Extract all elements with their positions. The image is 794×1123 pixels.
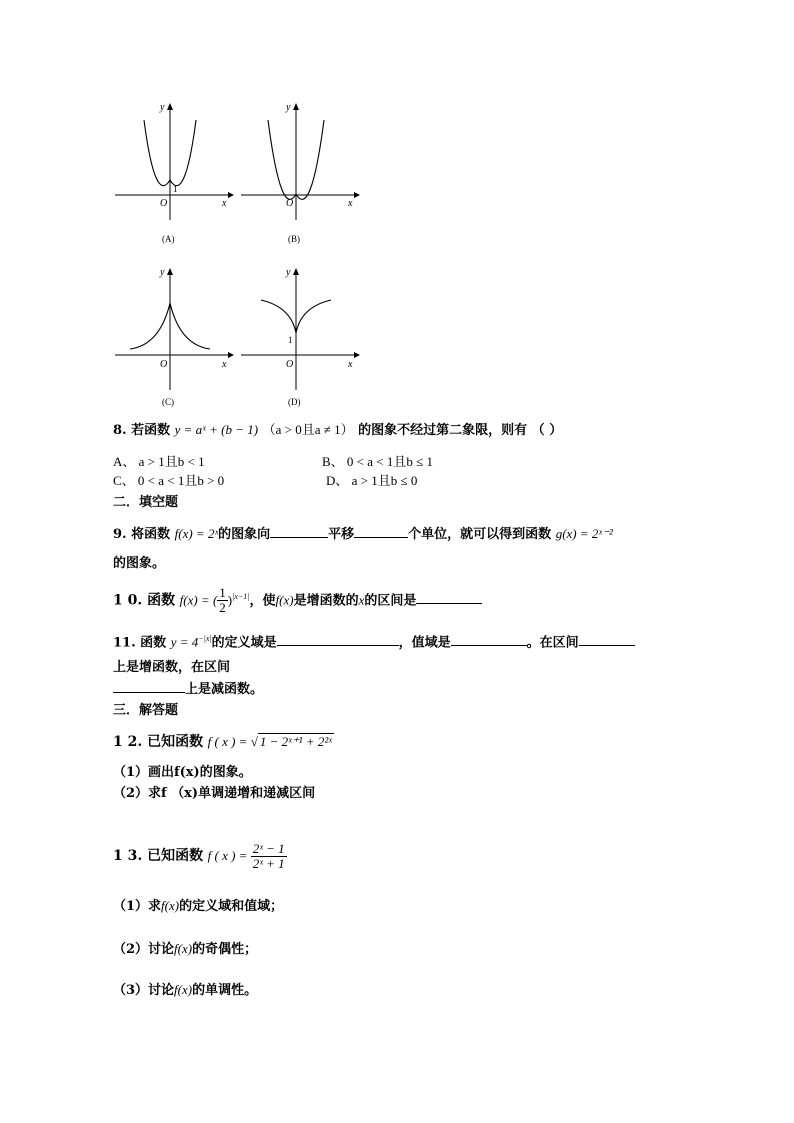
q9-blank-direction[interactable] xyxy=(270,525,328,538)
q8-formula: y = aˣ + (b − 1) xyxy=(174,422,259,437)
q12-formula-left: f ( x ) = xyxy=(207,734,251,749)
q13-sub3-f: f(x) xyxy=(174,982,193,997)
q10-frac-num: 1 xyxy=(219,585,226,601)
graph-c-caption: (C) xyxy=(162,397,174,407)
q9-line2: 的图象。 xyxy=(113,556,166,571)
graph-d-origin: O xyxy=(286,359,294,370)
graph-a-origin: O xyxy=(160,198,168,209)
q11-blank-decreasing[interactable] xyxy=(113,680,185,693)
q13-frac-den: 2ˣ + 1 xyxy=(252,856,285,871)
graph-c-y-label: y xyxy=(160,267,165,278)
q8-prefix: 8. 若函数 xyxy=(113,423,171,438)
q11-text-2: ，值域是 xyxy=(398,635,451,651)
q13-stem xyxy=(113,838,287,875)
q13-sub1-a: （1）求 xyxy=(113,899,162,914)
q12-sub2: （2）求f （x)单调递增和递减区间 xyxy=(113,786,316,801)
q11-formula: y = 4 xyxy=(170,634,199,650)
q11-exponent: −|x| xyxy=(198,634,212,643)
q13-formula-left: f ( x ) = xyxy=(207,848,251,863)
graph-d-caption: (D) xyxy=(288,397,301,407)
q10-fraction xyxy=(217,586,228,615)
graph-c xyxy=(110,265,235,415)
q13-sub3-b: 的单调性。 xyxy=(192,983,258,998)
graph-a-svg xyxy=(110,100,235,250)
graph-a-one: 1 xyxy=(173,184,178,194)
q12-radicand: 1 − 2ˣ⁺¹ + 2²ˣ xyxy=(259,734,332,749)
q11-line2: 上是增函数，在区间 xyxy=(113,660,231,675)
q11-line3 xyxy=(113,680,263,699)
q10-stem: 1 0. 函数 f(x) = ( $\frac{1}{2}$ )$^{|x-1|}$，使f(x)是增函数的x的区间是 xyxy=(113,582,482,616)
q8-option-c[interactable]: C、 0 < a < 1且b > 0 xyxy=(113,473,225,488)
q11-text-3: 。在区间 xyxy=(526,635,579,651)
q9-formula-g: g(x) = 2ˣ⁻² xyxy=(555,526,613,541)
q9-text-1: 的图象向 xyxy=(218,527,271,542)
q13-sub2-a: （2）讨论 xyxy=(113,942,175,957)
q13-sub2-b: 的奇偶性； xyxy=(192,942,258,957)
graph-d-x-label: x xyxy=(348,359,353,370)
graph-a-y-label: y xyxy=(160,102,165,113)
q11-blank-increasing[interactable] xyxy=(579,633,635,646)
q10-text-3: 的区间是 xyxy=(364,593,417,609)
q13-sub2 xyxy=(113,940,257,959)
q10-exponent: |x−1| xyxy=(232,592,250,601)
q9-text-3: 个单位，就可以得到函数 xyxy=(408,527,552,542)
graph-a xyxy=(110,100,235,250)
q13-fraction xyxy=(251,842,287,871)
q9-prefix: 9. 将函数 xyxy=(113,527,171,542)
q11-blank-domain[interactable] xyxy=(277,633,399,646)
graph-d xyxy=(236,265,361,415)
q13-sub3-a: （3）讨论 xyxy=(113,983,175,998)
q10-fx: f(x) xyxy=(275,592,294,608)
q10-prefix: 1 0. 函数 xyxy=(113,592,176,609)
q10-var-x: x xyxy=(358,592,365,608)
graph-b-svg xyxy=(236,100,361,250)
q8-option-a[interactable]: A、 a > 1且b < 1 xyxy=(113,454,205,469)
graph-a-caption: (A) xyxy=(162,234,175,244)
q13-sub1 xyxy=(113,897,283,916)
q11-prefix: 11. 函数 xyxy=(113,635,167,651)
q13-prefix: 1 3. 已知函数 xyxy=(113,848,204,864)
q11-text-4: 上是减函数。 xyxy=(185,682,264,697)
q9-blank-units[interactable] xyxy=(354,525,408,538)
section-answer-title: 三．解答题 xyxy=(113,703,179,718)
graph-b-caption: (B) xyxy=(288,234,300,244)
q11-blank-range[interactable] xyxy=(451,633,527,646)
q10-text-1: ，使 xyxy=(249,593,276,609)
q8-option-b[interactable]: B、 0 < a < 1且b ≤ 1 xyxy=(322,454,433,469)
q9-text-2: 平移 xyxy=(328,527,355,542)
graph-c-svg xyxy=(110,265,235,415)
q9-formula: f(x) = 2ˣ xyxy=(174,526,219,541)
q10-formula-left: f(x) = ( xyxy=(179,592,218,608)
q13-sub1-b: 的定义域和值域； xyxy=(179,899,284,914)
graph-a-x-label: x xyxy=(222,198,227,209)
q13-sub3 xyxy=(113,981,257,1000)
q11-stem xyxy=(113,630,635,652)
q12-sub1: （1）画出f(x)的图象。 xyxy=(113,765,252,780)
graph-d-y-label: y xyxy=(286,267,291,278)
q8-option-d[interactable]: D、 a > 1且b ≤ 0 xyxy=(326,473,418,488)
graph-b-y-label: y xyxy=(286,102,291,113)
q12-stem xyxy=(113,733,334,752)
graph-c-origin: O xyxy=(160,359,168,370)
sqrt-icon: √ xyxy=(250,734,258,749)
q10-text-2: 是增函数的 xyxy=(293,593,359,609)
graph-b xyxy=(236,100,361,250)
q8-stem xyxy=(113,421,562,440)
q8-condition: （a > 0且a ≠ 1） xyxy=(262,422,354,437)
section-fill-in-title: 二．填空题 xyxy=(113,495,179,510)
graph-d-one: 1 xyxy=(288,335,293,345)
q10-blank-interval[interactable] xyxy=(416,591,482,604)
graph-d-svg xyxy=(236,265,361,415)
graph-c-x-label: x xyxy=(222,359,227,370)
q12-prefix: 1 2. 已知函数 xyxy=(113,734,204,750)
q13-frac-num: 2ˣ − 1 xyxy=(252,841,285,856)
q13-sub1-f: f(x) xyxy=(161,898,180,913)
q13-sub2-f: f(x) xyxy=(174,941,193,956)
graph-b-x-label: x xyxy=(348,198,353,209)
q8-suffix: 的图象不经过第二象限，则有 （ ） xyxy=(358,423,563,438)
q9-stem xyxy=(113,525,613,544)
q10-frac-den: 2 xyxy=(219,600,226,616)
graph-b-origin: O xyxy=(286,198,294,209)
q11-text-1: 的定义域是 xyxy=(211,635,277,651)
